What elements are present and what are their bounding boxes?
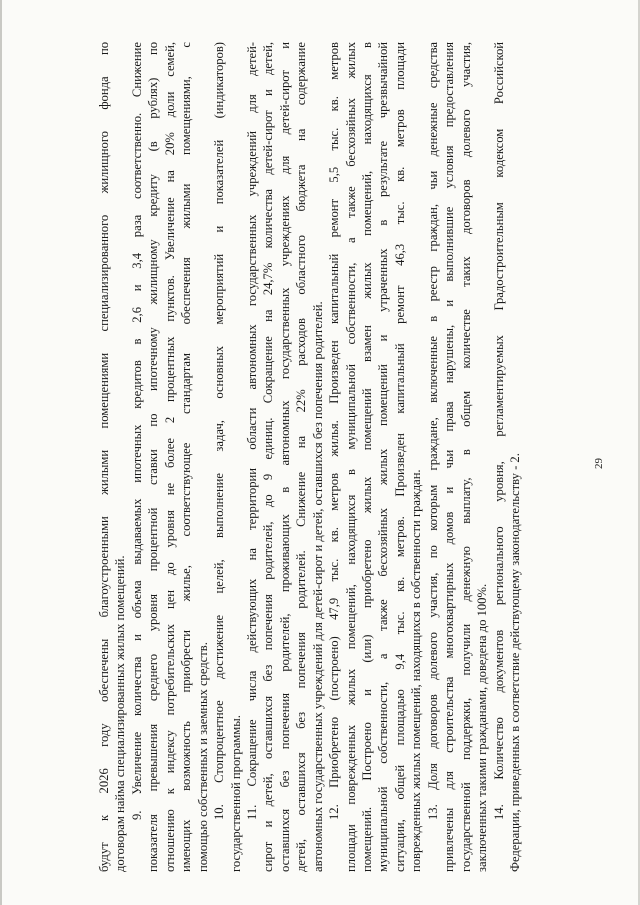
paragraph-p14: [491, 42, 524, 872]
text-line: ситуации, общей площадью 9,4 тыс. кв. метров. Произведен капитальный ремонт 46,3 тыс. кв. метров площади: [392, 42, 407, 872]
text-line: привлечены для строительства многоквартирных домов и чьи права нарушены, и выполнившие условия предоставления: [442, 42, 457, 872]
document-body: [96, 42, 523, 872]
text-line: муниципальной собственности, а также бесхозяйных жилых помещений и утраченных в результате чрезвычайной: [376, 42, 391, 872]
text-line: помощью собственных и заемных средств.: [195, 642, 210, 872]
page-number: 29: [593, 458, 605, 469]
text-line: заключенных такими гражданами, доведена до 100%.: [475, 583, 490, 872]
text-line: оставшихся без попечения родителей, проживающих в автономных государственных учреждениях для детей-сирот и: [277, 42, 292, 872]
text-line: помещений. Построено и (или) приобретено жилых помещений взамен жилых помещений, находящихся в: [360, 42, 374, 872]
text-line: показателя превышения среднего уровня процентной ставки по ипотечному жилищному кредиту (в рублях) по: [146, 42, 161, 872]
text-line: будут к 2026 году обеспечены благоустроенными жилыми помещениями специализированного жилищного фонда по: [97, 42, 111, 872]
text-line: государственной поддержки, получили денежную выплату, в общем количестве таких договоров долевого участия,: [458, 42, 473, 872]
paragraph-p13: [425, 42, 491, 872]
text-line: 13. Доля договоров долевого участия, по которым граждане, включенные в реестр граждан, чьи денежные средства: [425, 42, 440, 820]
text-line: имеющих возможность приобрести жилье, соответствующее стандартам обеспечения жилыми помещениями, с: [179, 42, 194, 872]
paragraph-p8-tail: [96, 42, 129, 872]
paragraph-p12: [326, 42, 425, 872]
text-line: Федерации, приведенных в соответствие действующему законодательству - 2.: [507, 453, 522, 872]
text-line: автономных государственных учреждений для детей-сирот и детей, оставшихся без попечения родителей.: [310, 301, 325, 872]
text-line: 14. Количество документов регионального уровня, регламентируемых Градостроительным кодексом Российской: [491, 42, 506, 820]
text-line: 12. Приобретено (построено) 47,9 тыс. кв. метров жилья. Произведен капитальный ремонт 5,5 тыс. кв. метров: [327, 42, 342, 820]
text-line: 9. Увеличение количества и объема выдаваемых ипотечных кредитов в 2,6 и 3,4 раза соответственно. Снижение: [129, 42, 144, 820]
text-line: договорам найма специализированных жилых помещений.: [113, 555, 128, 872]
text-line: 10. Стопроцентное достижение целей, выполнение задач, основных мероприятий и показателей (индикаторов): [212, 42, 227, 820]
paragraph-p10: [211, 42, 244, 872]
text-line: сирот и детей, оставшихся без попечения родителей, до 9 единиц. Сокращение на 24,7% количества детей-сирот и детей,: [261, 42, 276, 872]
scan-left-edge: [0, 0, 2, 905]
paragraph-p9: [129, 42, 211, 872]
paragraph-p11: [244, 42, 326, 872]
text-line: детей, оставшихся без попечения родителей. Снижение на 22% расходов областного бюджета на содержание: [294, 42, 309, 872]
text-line: площади поврежденных жилых помещений, находящихся в муниципальной собственности, а также бесхозяйных жилых: [343, 42, 358, 872]
text-line: отношению к индексу потребительских цен до уровня не более 2 процентных пунктов. Увеличение на 20% доли семей,: [162, 42, 177, 872]
text-line: государственной программы.: [228, 715, 243, 872]
text-line: 11. Сокращение числа действующих на территории области автономных государственных учреждений для детей-: [244, 42, 259, 820]
text-line: поврежденных жилых помещений, находящихся в собственности граждан.: [409, 469, 424, 872]
